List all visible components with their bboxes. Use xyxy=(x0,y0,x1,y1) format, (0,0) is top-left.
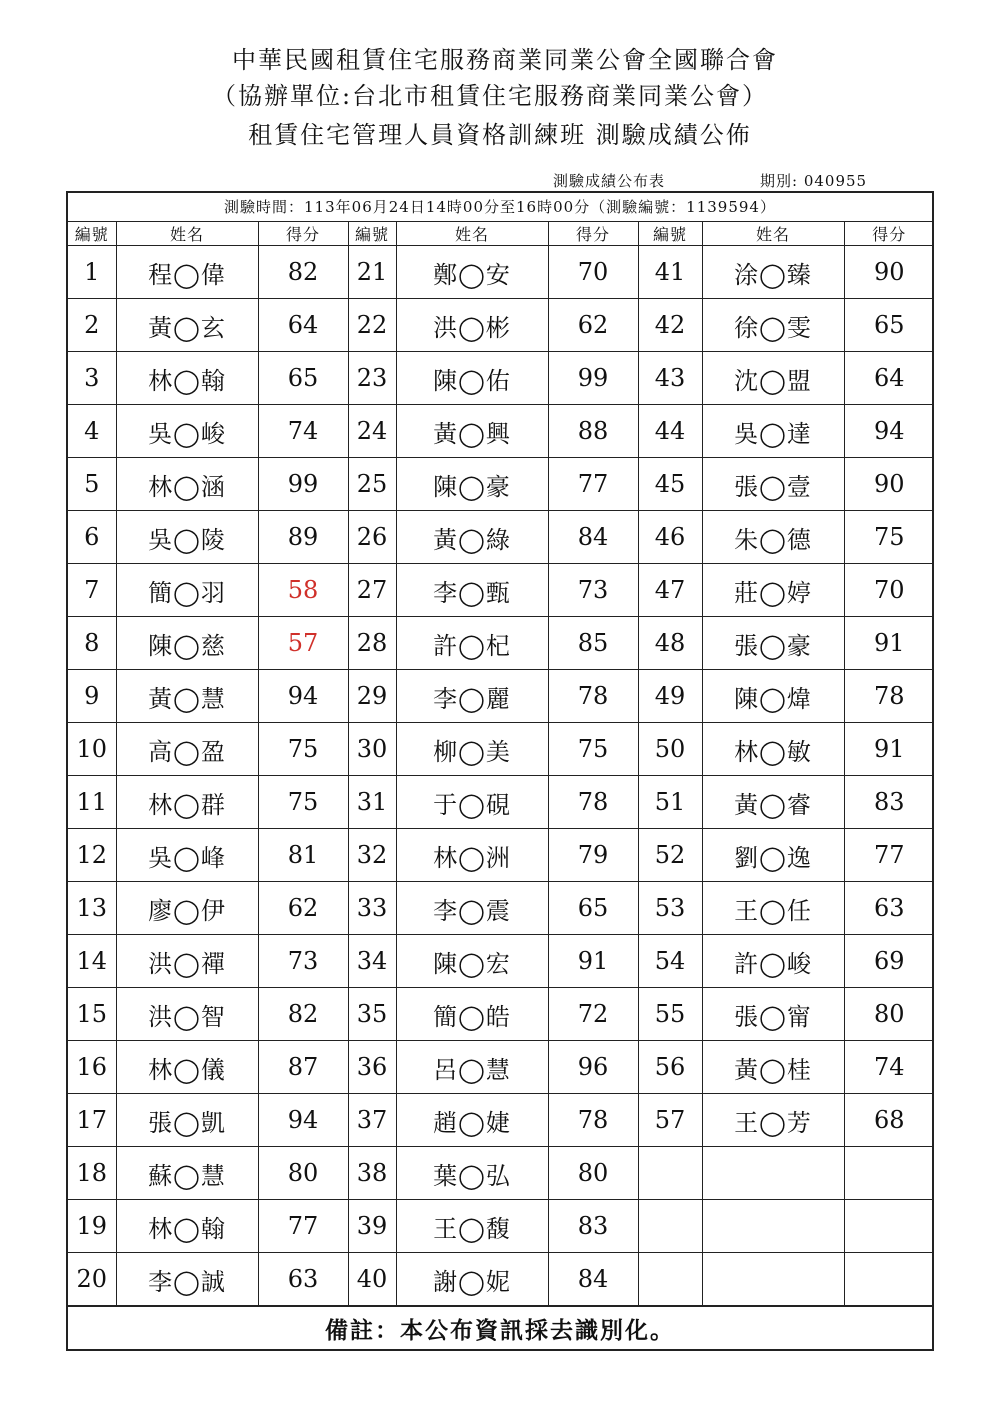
table-header-row xyxy=(68,222,934,246)
entry-number: 22 xyxy=(348,299,396,352)
entry-name: 林◯群 xyxy=(116,776,258,829)
entry-number: 18 xyxy=(68,1147,116,1200)
entry-name: 黃◯綠 xyxy=(396,511,548,564)
entry-number: 7 xyxy=(68,564,116,617)
entry-number: 52 xyxy=(638,829,702,882)
table-row xyxy=(68,299,934,352)
entry-score: 75 xyxy=(844,511,934,564)
entry-number: 12 xyxy=(68,829,116,882)
entry-name: 張◯壹 xyxy=(702,458,844,511)
entry-score: 89 xyxy=(258,511,348,564)
entry-number: 8 xyxy=(68,617,116,670)
entry-score: 75 xyxy=(258,776,348,829)
entry-name: 陳◯慈 xyxy=(116,617,258,670)
entry-name: 于◯硯 xyxy=(396,776,548,829)
entry-score: 75 xyxy=(548,723,638,776)
entry-score: 62 xyxy=(258,882,348,935)
entry-name: 高◯盈 xyxy=(116,723,258,776)
entry-name: 莊◯婷 xyxy=(702,564,844,617)
entry-score: 94 xyxy=(258,670,348,723)
entry-score: 74 xyxy=(844,1041,934,1094)
entry-name: 林◯洲 xyxy=(396,829,548,882)
table-row xyxy=(68,1253,934,1306)
entry-number: 51 xyxy=(638,776,702,829)
entry-number: 21 xyxy=(348,246,396,299)
table-row xyxy=(68,1200,934,1253)
entry-score: 78 xyxy=(548,670,638,723)
entry-number xyxy=(638,1200,702,1253)
entry-score: 83 xyxy=(548,1200,638,1253)
entry-name: 黃◯桂 xyxy=(702,1041,844,1094)
entry-score: 84 xyxy=(548,1253,638,1306)
entry-number: 38 xyxy=(348,1147,396,1200)
entry-number: 36 xyxy=(348,1041,396,1094)
entry-number: 56 xyxy=(638,1041,702,1094)
table-row xyxy=(68,1094,934,1147)
entry-name: 王◯馥 xyxy=(396,1200,548,1253)
entry-score: 77 xyxy=(844,829,934,882)
entry-number: 44 xyxy=(638,405,702,458)
entry-score: 87 xyxy=(258,1041,348,1094)
entry-name: 李◯誠 xyxy=(116,1253,258,1306)
entry-number: 33 xyxy=(348,882,396,935)
entry-name: 陳◯宏 xyxy=(396,935,548,988)
entry-name: 黃◯玄 xyxy=(116,299,258,352)
entry-name: 朱◯德 xyxy=(702,511,844,564)
entry-name: 張◯豪 xyxy=(702,617,844,670)
entry-name: 許◯峻 xyxy=(702,935,844,988)
entry-score: 62 xyxy=(548,299,638,352)
entry-score: 78 xyxy=(844,670,934,723)
score-table xyxy=(68,222,934,1306)
entry-name: 張◯甯 xyxy=(702,988,844,1041)
entry-score: 63 xyxy=(258,1253,348,1306)
entry-score: 75 xyxy=(258,723,348,776)
entry-number: 46 xyxy=(638,511,702,564)
entry-number: 2 xyxy=(68,299,116,352)
entry-name: 黃◯睿 xyxy=(702,776,844,829)
entry-name: 謝◯妮 xyxy=(396,1253,548,1306)
table-row xyxy=(68,1147,934,1200)
entry-name: 吳◯峰 xyxy=(116,829,258,882)
entry-number: 39 xyxy=(348,1200,396,1253)
entry-name: 劉◯逸 xyxy=(702,829,844,882)
column-header-name: 姓名 xyxy=(702,222,844,246)
entry-score: 57 xyxy=(258,617,348,670)
entry-number: 16 xyxy=(68,1041,116,1094)
entry-score: 90 xyxy=(844,458,934,511)
entry-score: 83 xyxy=(844,776,934,829)
entry-number: 43 xyxy=(638,352,702,405)
co-organizer-line: （協辦單位:台北市租賃住宅服務商業同業公會） xyxy=(211,82,769,110)
entry-name: 吳◯陵 xyxy=(116,511,258,564)
entry-score: 80 xyxy=(844,988,934,1041)
entry-name xyxy=(702,1200,844,1253)
entry-number: 3 xyxy=(68,352,116,405)
entry-number: 23 xyxy=(348,352,396,405)
entry-score: 91 xyxy=(548,935,638,988)
entry-number: 13 xyxy=(68,882,116,935)
entry-name: 陳◯佑 xyxy=(396,352,548,405)
table-row xyxy=(68,935,934,988)
table-row xyxy=(68,405,934,458)
entry-score: 90 xyxy=(844,246,934,299)
entry-name: 林◯涵 xyxy=(116,458,258,511)
table-row xyxy=(68,1041,934,1094)
entry-number: 49 xyxy=(638,670,702,723)
entry-name: 陳◯豪 xyxy=(396,458,548,511)
entry-name: 黃◯興 xyxy=(396,405,548,458)
entry-name: 呂◯慧 xyxy=(396,1041,548,1094)
entry-name: 許◯杞 xyxy=(396,617,548,670)
period-label: 期別: 040955 xyxy=(760,172,868,190)
entry-score: 68 xyxy=(844,1094,934,1147)
entry-score: 80 xyxy=(258,1147,348,1200)
column-header-name: 姓名 xyxy=(116,222,258,246)
entry-score: 69 xyxy=(844,935,934,988)
entry-number: 47 xyxy=(638,564,702,617)
table-row xyxy=(68,617,934,670)
entry-name xyxy=(702,1253,844,1306)
entry-score: 94 xyxy=(844,405,934,458)
entry-score xyxy=(844,1253,934,1306)
entry-number: 24 xyxy=(348,405,396,458)
entry-score: 63 xyxy=(844,882,934,935)
entry-score: 65 xyxy=(548,882,638,935)
entry-score: 91 xyxy=(844,723,934,776)
table-row xyxy=(68,829,934,882)
entry-score xyxy=(844,1147,934,1200)
entry-name: 洪◯智 xyxy=(116,988,258,1041)
entry-number: 1 xyxy=(68,246,116,299)
table-row xyxy=(68,988,934,1041)
entry-number: 50 xyxy=(638,723,702,776)
column-header-name: 姓名 xyxy=(396,222,548,246)
entry-score: 88 xyxy=(548,405,638,458)
entry-name: 李◯麗 xyxy=(396,670,548,723)
column-header-score: 得分 xyxy=(844,222,934,246)
entry-name: 簡◯皓 xyxy=(396,988,548,1041)
entry-score: 58 xyxy=(258,564,348,617)
entry-number: 27 xyxy=(348,564,396,617)
entry-score: 64 xyxy=(844,352,934,405)
entry-number xyxy=(638,1147,702,1200)
entry-name: 蘇◯慧 xyxy=(116,1147,258,1200)
entry-score: 77 xyxy=(548,458,638,511)
entry-score: 84 xyxy=(548,511,638,564)
score-table-body xyxy=(68,246,934,1306)
entry-name: 洪◯彬 xyxy=(396,299,548,352)
table-row xyxy=(68,564,934,617)
entry-number: 6 xyxy=(68,511,116,564)
entry-score: 77 xyxy=(258,1200,348,1253)
entry-name: 廖◯伊 xyxy=(116,882,258,935)
association-title: 中華民國租賃住宅服務商業同業公會全國聯合會 xyxy=(232,46,778,74)
entry-score: 85 xyxy=(548,617,638,670)
entry-number: 45 xyxy=(638,458,702,511)
entry-score: 70 xyxy=(844,564,934,617)
entry-number: 14 xyxy=(68,935,116,988)
entry-number: 34 xyxy=(348,935,396,988)
entry-score: 91 xyxy=(844,617,934,670)
table-row xyxy=(68,776,934,829)
entry-number: 4 xyxy=(68,405,116,458)
entry-number: 35 xyxy=(348,988,396,1041)
entry-number: 15 xyxy=(68,988,116,1041)
table-row xyxy=(68,511,934,564)
entry-score: 99 xyxy=(258,458,348,511)
table-row xyxy=(68,246,934,299)
entry-name: 林◯儀 xyxy=(116,1041,258,1094)
entry-name: 王◯任 xyxy=(702,882,844,935)
entry-name: 葉◯弘 xyxy=(396,1147,548,1200)
table-row xyxy=(68,352,934,405)
entry-number: 54 xyxy=(638,935,702,988)
entry-name: 涂◯臻 xyxy=(702,246,844,299)
entry-name: 李◯震 xyxy=(396,882,548,935)
entry-name: 沈◯盟 xyxy=(702,352,844,405)
entry-score: 96 xyxy=(548,1041,638,1094)
entry-score: 72 xyxy=(548,988,638,1041)
entry-score: 73 xyxy=(258,935,348,988)
entry-name: 趙◯婕 xyxy=(396,1094,548,1147)
entry-name: 王◯芳 xyxy=(702,1094,844,1147)
entry-score: 73 xyxy=(548,564,638,617)
entry-name: 張◯凱 xyxy=(116,1094,258,1147)
entry-score: 78 xyxy=(548,776,638,829)
entry-name: 徐◯雯 xyxy=(702,299,844,352)
remark-note: 備註：本公布資訊採去識別化。 xyxy=(68,1306,932,1354)
entry-name: 程◯偉 xyxy=(116,246,258,299)
entry-number: 42 xyxy=(638,299,702,352)
document-header xyxy=(0,42,1000,153)
column-header-score: 得分 xyxy=(548,222,638,246)
column-header-num: 編號 xyxy=(638,222,702,246)
entry-number: 48 xyxy=(638,617,702,670)
entry-score: 94 xyxy=(258,1094,348,1147)
entry-number: 32 xyxy=(348,829,396,882)
entry-name xyxy=(702,1147,844,1200)
exam-time: 測驗時間：113年06月24日14時00分至16時00分（測驗編號：1139594） xyxy=(68,193,932,222)
table-row xyxy=(68,723,934,776)
entry-number: 17 xyxy=(68,1094,116,1147)
entry-number: 57 xyxy=(638,1094,702,1147)
entry-number: 30 xyxy=(348,723,396,776)
entry-number: 9 xyxy=(68,670,116,723)
entry-score: 65 xyxy=(844,299,934,352)
entry-name: 鄭◯安 xyxy=(396,246,548,299)
entry-number: 55 xyxy=(638,988,702,1041)
column-header-score: 得分 xyxy=(258,222,348,246)
entry-score: 82 xyxy=(258,988,348,1041)
entry-name: 吳◯達 xyxy=(702,405,844,458)
entry-score: 74 xyxy=(258,405,348,458)
entry-name: 簡◯羽 xyxy=(116,564,258,617)
entry-name: 林◯敏 xyxy=(702,723,844,776)
entry-name: 林◯翰 xyxy=(116,1200,258,1253)
entry-number: 5 xyxy=(68,458,116,511)
entry-score: 82 xyxy=(258,246,348,299)
entry-name: 吳◯峻 xyxy=(116,405,258,458)
entry-number: 29 xyxy=(348,670,396,723)
entry-number: 31 xyxy=(348,776,396,829)
entry-number: 40 xyxy=(348,1253,396,1306)
entry-number: 10 xyxy=(68,723,116,776)
entry-number: 53 xyxy=(638,882,702,935)
table-label: 測驗成績公布表 xyxy=(553,172,666,190)
entry-name: 洪◯禪 xyxy=(116,935,258,988)
entry-name: 李◯甄 xyxy=(396,564,548,617)
entry-score: 80 xyxy=(548,1147,638,1200)
column-header-num: 編號 xyxy=(348,222,396,246)
entry-number: 20 xyxy=(68,1253,116,1306)
table-row xyxy=(68,458,934,511)
entry-score: 99 xyxy=(548,352,638,405)
entry-score: 81 xyxy=(258,829,348,882)
entry-number: 25 xyxy=(348,458,396,511)
entry-score: 70 xyxy=(548,246,638,299)
entry-score: 78 xyxy=(548,1094,638,1147)
entry-score: 65 xyxy=(258,352,348,405)
entry-name: 林◯翰 xyxy=(116,352,258,405)
entry-number: 37 xyxy=(348,1094,396,1147)
entry-number: 26 xyxy=(348,511,396,564)
entry-number: 41 xyxy=(638,246,702,299)
entry-score: 64 xyxy=(258,299,348,352)
entry-score: 79 xyxy=(548,829,638,882)
table-row xyxy=(68,882,934,935)
entry-number: 11 xyxy=(68,776,116,829)
course-title: 租賃住宅管理人員資格訓練班 測驗成績公佈 xyxy=(248,121,752,149)
entry-name: 柳◯美 xyxy=(396,723,548,776)
score-sheet xyxy=(66,191,934,1351)
entry-name: 黃◯慧 xyxy=(116,670,258,723)
entry-number: 19 xyxy=(68,1200,116,1253)
column-header-num: 編號 xyxy=(68,222,116,246)
entry-name: 陳◯煒 xyxy=(702,670,844,723)
table-row xyxy=(68,670,934,723)
entry-number: 28 xyxy=(348,617,396,670)
entry-score xyxy=(844,1200,934,1253)
entry-number xyxy=(638,1253,702,1306)
